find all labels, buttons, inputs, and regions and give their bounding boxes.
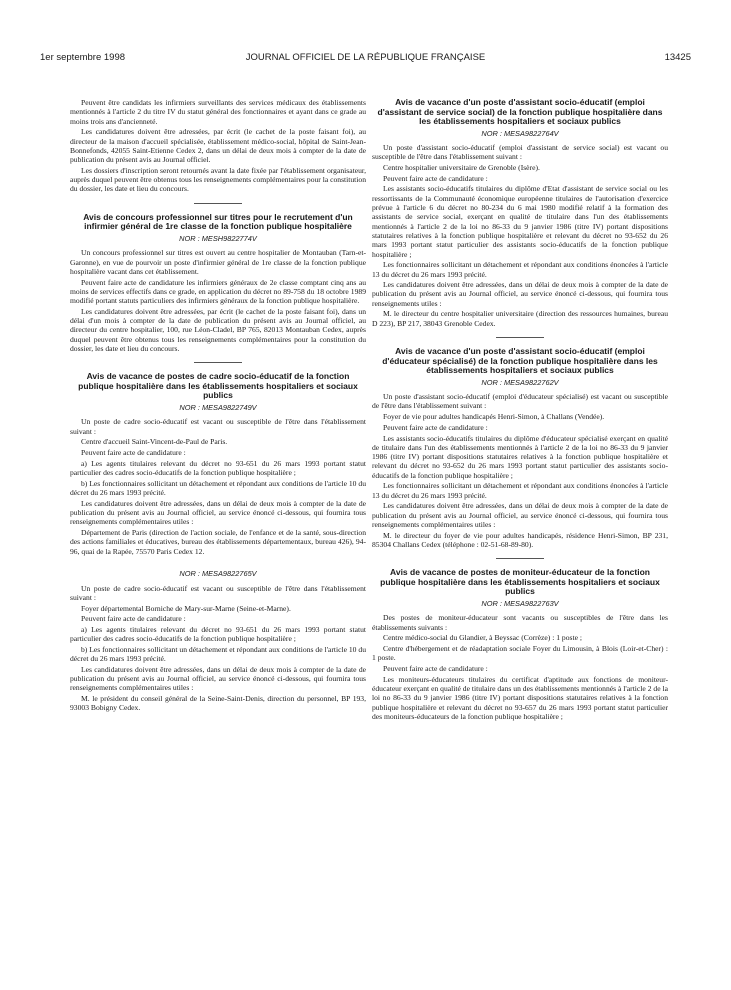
paragraph: Centre médico-social du Glandier, à Beyssac (Corrèze) : 1 poste ; [383,633,582,643]
journal-title: JOURNAL OFFICIEL DE LA RÉPUBLIQUE FRANÇAISE [245,52,486,63]
paragraph: Les candidatures doivent être adressées, dans un délai de deux mois à compter de la date de publication du présent avis au Journal officiel, au service énoncé ci-dessous, qui fournira tous renseignements complémentaires utiles : [70,498,366,527]
paragraph: Centre hospitalier universitaire de Grenoble (Isère). [383,163,540,173]
paragraph: Peuvent faire acte de candidature : [81,448,186,458]
notice-title: Avis de concours professionnel sur titres pour le recrutement d'un infirmier général de 1re classe de la fonction publique hospitalière [83,211,353,232]
separator-rule [496,337,544,338]
paragraph: Un poste de cadre socio-éducatif est vacant ou susceptible de l'être dans l'établissement suivant : [70,583,366,602]
paragraph: Les candidatures doivent être adressées, dans un délai de deux mois à compter de la date de publication du présent avis au Journal officiel, au service énoncé ci-dessous, qui fournira tous renseignements utiles : [372,280,668,308]
separator-rule [194,362,242,363]
separator-rule [194,203,242,204]
paragraph: Peuvent faire acte de candidature : [383,663,488,673]
page-header [40,52,691,66]
paragraph: Les candidatures doivent être adressées, par écrit (le cachet de la poste faisant foi), dans un délai d'un mois à compter de la date de publication du présent avis au Journal officiel, au directeur du centre hospitalier, 100, rue Léon-Cladel, BP 765, 82013 Montauban Cedex, auprès duquel peuvent être obtenus tous les renseignements complémentaires pour la constitution du dossier, les date et lieu du concours. [70,306,366,353]
nor-reference: NOR : MESH9822774V [179,233,257,243]
nor-reference: NOR : MESA9822749V [179,403,257,413]
nor-reference: NOR : MESA9822764V [481,128,559,138]
paragraph: Peuvent faire acte de candidature les infirmiers généraux de 2e classe comptant cinq ans au moins de services effectifs dans ce grade, en application du décret no 89-758 du 18 octobre 1989 modifié portant statuts particuliers des infirmiers généraux de la fonction publique hospitalière. [70,277,366,306]
paragraph: M. le directeur du centre hospitalier universitaire (direction des ressources humaines, bureau D 223), BP 217, 38043 Grenoble Cedex. [372,309,668,328]
paragraph: a) Les agents titulaires relevant du décret no 93-651 du 26 mars 1993 portant statut particulier des cadres socio-éducatifs de la fonction publique hospitalière ; [70,458,366,478]
left-column [70,98,366,714]
notice-assistant-service-social [372,98,668,328]
intro-section [70,98,366,194]
notice-moniteur-educateur [372,568,668,721]
paragraph: Les assistants socio-éducatifs titulaires du diplôme d'éducateur spécialisé exerçant en qualité de titulaire dans l'un des établissements mentionnés à l'article 2 de la loi no 86-33 du 9 janvier 1986 (titre IV) portant dispositions statutaires relatives à la fonction publique hospitalière et relevant du décret no 93-652 du 26 mars 1993 portant statut particulier des assistants socio-éducatifs de la fonction publique hospitalière ; [372,433,668,480]
paragraph: Un poste d'assistant socio-éducatif (emploi d'assistant de service social) est vacant ou susceptible de l'être dans l'établissement suivant : [372,143,668,162]
paragraph: b) Les fonctionnaires sollicitant un détachement et répondant aux conditions de l'article 10 du décret du 26 mars 1993 précité. [70,478,366,497]
paragraph: b) Les fonctionnaires sollicitant un détachement et répondant aux conditions de l'article 10 du décret du 26 mars 1993 précité. [70,644,366,664]
page-number: 13425 [664,52,691,63]
paragraph: Département de Paris (direction de l'action sociale, de l'enfance et de la santé, sous-direction des actions familiales et éducatives, bureau des établissements départementaux, bureau 426), 94-96, quai de la Rapée, 75570 Paris Cedex 12. [70,527,366,556]
notice-title: Avis de vacance d'un poste d'assistant socio-éducatif (emploi d'assistant de service social) de la fonction publique hospitalière dans les établissements hospitaliers et sociaux publics [377,97,663,127]
paragraph: Centre d'hébergement et de réadaptation sociale Foyer du Limousin, à Blois (Loir-et-Cher) : 1 poste. [372,643,668,663]
nor-reference: NOR : MESA9822765V [179,569,257,579]
paragraph: Peuvent être candidats les infirmiers surveillants des services médicaux des établissements mentionnés à l'article 2 du titre IV du statut général des fonctionnaires et ayant dans ce grade au moins trois ans d'ancienneté. [70,98,366,126]
paragraph: Les candidatures doivent être adressées, par écrit (le cachet de la poste faisant foi), au directeur de la maison d'accueil spécialisée, établissement médico-social, hôpital de Saint-Jean-Bonnefonds, 42055 Saint-Etienne Cedex 2, dans un délai de deux mois à compter de la date de publication du présent avis au Journal officiel. [70,127,366,165]
paragraph: Les dossiers d'inscription seront retournés avant la date fixée par l'établissement organisateur, auprès duquel peuvent être obtenus tous les renseignements complémentaires pour la constitution du dossier, les date et lieu du concours. [70,165,366,194]
paragraph: Un concours professionnel sur titres est ouvert au centre hospitalier de Montauban (Tarn-et-Garonne), en vue de pourvoir un poste d'infirmier général de 1re classe de la fonction publique hospitalière vacant dans cet établissement. [70,248,366,276]
paragraph: Peuvent faire acte de candidature : [81,614,186,624]
notice-title: Avis de vacance de postes de moniteur-éducateur de la fonction publique hospitalière dans les établissements hospitaliers et sociaux publics [380,567,660,597]
notice-cadre-socio-educatif-2 [70,569,366,713]
paragraph: a) Les agents titulaires relevant du décret no 93-651 du 26 mars 1993 portant statut particulier des cadres socio-éducatifs de la fonction publique hospitalière ; [70,624,366,644]
notice-educateur-specialise [372,347,668,549]
notice-concours-infirmier [70,213,366,354]
issue-date: 1er septembre 1998 [40,52,126,63]
paragraph: Un poste de cadre socio-éducatif est vacant ou susceptible de l'être dans l'établissement suivant : [70,417,366,436]
paragraph: Un poste d'assistant socio-éducatif (emploi d'éducateur spécialisé) est vacant ou susceptible de l'être dans l'établissement suivant : [372,392,668,411]
right-column [372,98,668,723]
paragraph: Des postes de moniteur-éducateur sont vacants ou susceptibles de l'être dans les établissements suivants : [372,613,668,632]
spacer [70,557,366,567]
nor-reference: NOR : MESA9822762V [481,377,559,387]
notice-title: Avis de vacance d'un poste d'assistant socio-éducatif (emploi d'éducateur spécialisé) de la fonction publique hospitalière dans les établissements hospitaliers et sociaux publics [382,346,658,376]
paragraph: M. le directeur du foyer de vie pour adultes handicapés, résidence Henri-Simon, BP 231, 85304 Challans Cedex (téléphone : 02-51-68-89-80). [372,530,668,549]
paragraph: Les assistants socio-éducatifs titulaires du diplôme d'Etat d'assistant de service social ou les ressortissants de la Communauté économique européenne titulaires de l'autorisation d'exercice prévue à l'article 6 du décret no 80-234 du 6 mai 1980 modifié relatif à la formation des assistants de service social, exerçant en qualité de titulaire dans l'un des établissements mentionnés à l'article 2 de la loi no 86-33 du 9 janvier 1986 (titre IV) portant dispositions statutaires relatives à la fonction publique hospitalière et relevant du décret no 93-652 du 26 mars 1993 portant statut particulier des assistants socio-éducatifs de la fonction publique hospitalière ; [372,184,668,259]
paragraph: Peuvent faire acte de candidature : [383,173,488,183]
notice-cadre-socio-educatif [70,372,366,556]
paragraph: Peuvent faire acte de candidature : [383,422,488,432]
separator-rule [496,558,544,559]
paragraph: Foyer de vie pour adultes handicapés Henri-Simon, à Challans (Vendée). [383,412,605,422]
paragraph: Les fonctionnaires sollicitant un détachement et répondant aux conditions énoncées à l'article 13 du décret du 26 mars 1993 précité. [372,260,668,279]
paragraph: Les fonctionnaires sollicitant un détachement et répondant aux conditions énoncées à l'article 13 du décret du 26 mars 1993 précité. [372,481,668,500]
paragraph: Les candidatures doivent être adressées, dans un délai de deux mois à compter de la date de publication du présent avis au Journal officiel, au service énoncé ci-dessous, qui fournira tous renseignements complémentaires utiles : [70,664,366,693]
nor-reference: NOR : MESA9822763V [481,599,559,609]
paragraph: Foyer départemental Borniche de Mary-sur-Marne (Seine-et-Marne). [81,603,291,613]
notice-title: Avis de vacance de postes de cadre socio-éducatif de la fonction publique hospitalière dans les établissements hospitaliers et sociaux publics [78,371,358,401]
paragraph: Les candidatures doivent être adressées, dans un délai de deux mois à compter de la date de publication du présent avis au Journal officiel, au service énoncé ci-dessous, qui fournira tous renseignements complémentaires utiles : [372,501,668,529]
paragraph: Centre d'accueil Saint-Vincent-de-Paul de Paris. [81,437,228,447]
paragraph: Les moniteurs-éducateurs titulaires du certificat d'aptitude aux fonctions de moniteur-éducateur exerçant en qualité de titulaire dans un des établissements mentionnés à l'article 2 de la loi no 86-33 du 9 janvier 1986 (titre IV) portant dispositions statutaires relatives à la fonction publique hospitalière et relevant du décret no 93-657 du 26 mars 1993 portant statut particulier des moniteurs-éducateurs de la fonction publique hospitalière ; [372,674,668,721]
paragraph: M. le président du conseil général de la Seine-Saint-Denis, direction du personnel, BP 193, 93003 Bobigny Cedex. [70,694,366,713]
